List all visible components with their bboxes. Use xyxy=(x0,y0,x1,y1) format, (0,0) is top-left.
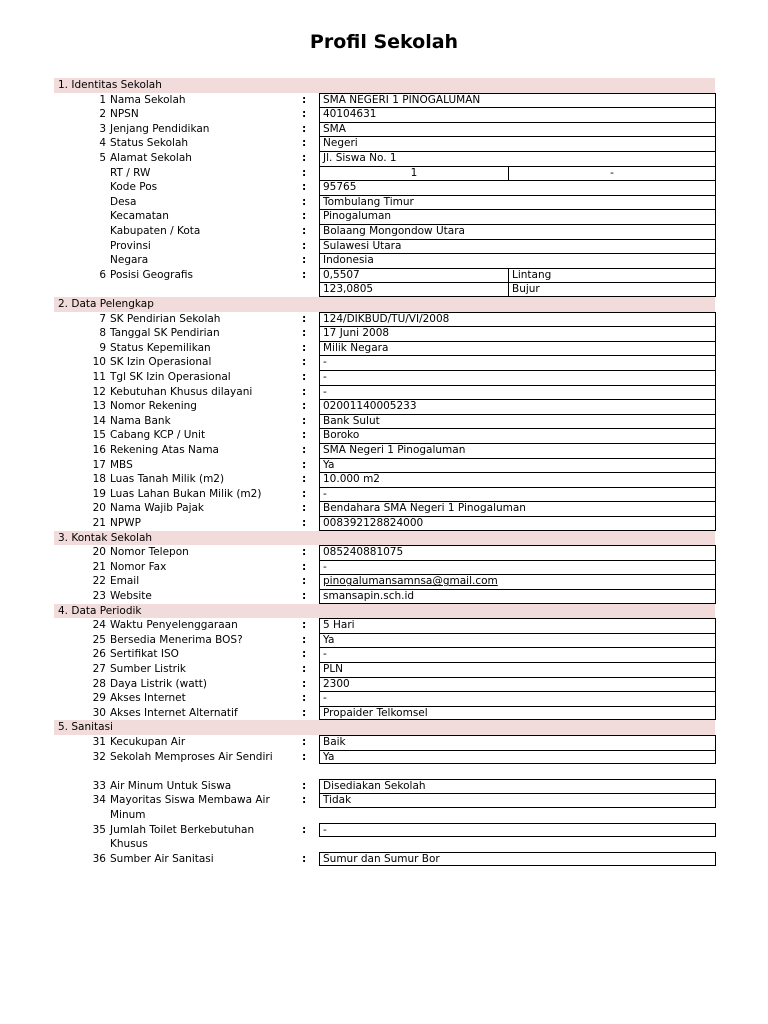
sanitasi-item-5-label: Sumber Air Sanitasi xyxy=(110,852,214,865)
section-kontak-sekolah-row xyxy=(0,531,768,546)
pelengkap-item-13-colon: : xyxy=(302,502,307,515)
pelengkap-item-7-row xyxy=(0,414,768,429)
pelengkap-item-11-number: 18 xyxy=(92,473,106,486)
field-lintang-number: 6 xyxy=(99,268,106,281)
pelengkap-item-14-label: NPWP xyxy=(110,517,141,529)
pelengkap-item-3-colon: : xyxy=(302,356,307,369)
pelengkap-item-9-value: SMA Negeri 1 Pinogaluman xyxy=(319,443,716,458)
field-alamat-colon: : xyxy=(302,152,307,164)
periodik-item-2-label: Sertifikat ISO xyxy=(110,648,179,661)
sanitasi-item-5-row xyxy=(0,852,768,867)
kontak-item-3-label: Website xyxy=(110,590,152,602)
field-lintang-value-left: 0,5507 xyxy=(320,269,509,283)
sanitasi-item-1-number: 32 xyxy=(92,750,106,763)
field-bujur-value-left: 123,0805 xyxy=(320,283,509,296)
sanitasi-item-1-label: Sekolah Memproses Air Sendiri xyxy=(110,750,273,763)
field-status-value: Negeri xyxy=(319,136,716,151)
sanitasi-item-2-value: Disediakan Sekolah xyxy=(319,779,716,794)
pelengkap-item-3-row xyxy=(0,355,768,370)
periodik-item-3-label: Sumber Listrik xyxy=(110,663,186,675)
pelengkap-item-5-colon: : xyxy=(302,385,307,398)
sanitasi-item-1-value: Ya xyxy=(319,750,716,765)
pelengkap-item-12-value: - xyxy=(319,487,716,502)
sanitasi-item-4-row xyxy=(0,823,768,851)
kontak-item-3-number: 23 xyxy=(92,590,106,602)
periodik-item-6-label: Akses Internet Alternatif xyxy=(110,706,238,719)
pelengkap-item-1-colon: : xyxy=(302,327,307,340)
kontak-item-0-colon: : xyxy=(302,546,307,559)
pelengkap-item-14-row xyxy=(0,516,768,531)
pelengkap-item-7-value: Bank Sulut xyxy=(319,414,716,429)
field-rt-rw-label: RT / RW xyxy=(110,166,151,179)
pelengkap-item-9-colon: : xyxy=(302,444,307,456)
field-jenjang-value: SMA xyxy=(319,122,716,137)
field-lintang-label: Posisi Geografis xyxy=(110,268,194,281)
section-sanitasi-row xyxy=(0,720,768,735)
pelengkap-item-11-value: 10.000 m2 xyxy=(319,472,716,487)
field-nama-value: SMA NEGERI 1 PINOGALUMAN xyxy=(319,93,716,108)
pelengkap-item-6-row xyxy=(0,399,768,414)
periodik-item-3-colon: : xyxy=(302,663,307,675)
sanitasi-item-2-row xyxy=(0,779,768,794)
pelengkap-item-1-label: Tanggal SK Pendirian xyxy=(110,327,220,340)
section-data-periodik-row xyxy=(0,604,768,619)
field-alamat-number: 5 xyxy=(99,152,106,164)
page-title: Profil Sekolah xyxy=(309,31,459,53)
sanitasi-item-4-label: Jumlah Toilet Berkebutuhan Khusus xyxy=(110,823,255,851)
pelengkap-item-11-label: Luas Tanah Milik (m2) xyxy=(110,473,225,486)
sanitasi-item-4-number: 35 xyxy=(92,823,106,836)
pelengkap-item-8-value: Boroko xyxy=(319,428,716,443)
field-desa-colon: : xyxy=(302,195,307,208)
periodik-item-0-row xyxy=(0,618,768,633)
periodik-item-6-row xyxy=(0,706,768,721)
kontak-item-0-label: Nomor Telepon xyxy=(110,546,189,559)
field-bujur-value-right: Bujur xyxy=(512,283,540,296)
pelengkap-item-6-label: Nomor Rekening xyxy=(110,400,197,413)
pelengkap-item-0-value: 124/DIKBUD/TU/VI/2008 xyxy=(319,312,716,327)
field-provinsi-colon: : xyxy=(302,239,307,252)
field-status-number: 4 xyxy=(99,137,106,150)
pelengkap-item-6-colon: : xyxy=(302,400,307,413)
pelengkap-item-12-label: Luas Lahan Bukan Milik (m2) xyxy=(110,487,262,500)
periodik-item-4-value: 2300 xyxy=(319,677,716,692)
pelengkap-item-10-value: Ya xyxy=(319,458,716,473)
field-jenjang-row xyxy=(0,122,768,137)
field-kodepos-row xyxy=(0,180,768,195)
field-status-label: Status Sekolah xyxy=(110,137,189,150)
periodik-item-1-label: Bersedia Menerima BOS? xyxy=(110,633,243,646)
pelengkap-item-6-number: 13 xyxy=(92,400,106,413)
pelengkap-item-6-value: 02001140005233 xyxy=(319,399,716,414)
pelengkap-item-13-row xyxy=(0,501,768,516)
field-kecamatan-row xyxy=(0,209,768,224)
section-identitas-sekolah: 1. Identitas Sekolah xyxy=(54,78,715,93)
periodik-item-2-number: 26 xyxy=(92,648,106,661)
field-alamat-label: Alamat Sekolah xyxy=(110,152,192,164)
field-nama-colon: : xyxy=(302,93,307,106)
pelengkap-item-5-label: Kebutuhan Khusus dilayani xyxy=(110,385,253,398)
periodik-item-5-row xyxy=(0,691,768,706)
pelengkap-item-2-number: 9 xyxy=(99,341,106,354)
field-rt-rw-value xyxy=(319,166,716,181)
kontak-item-2-row xyxy=(0,574,768,589)
field-provinsi-label: Provinsi xyxy=(110,239,151,252)
pelengkap-item-0-colon: : xyxy=(302,312,307,325)
pelengkap-item-7-colon: : xyxy=(302,414,307,427)
pelengkap-item-8-colon: : xyxy=(302,429,307,442)
field-kabupaten-colon: : xyxy=(302,225,307,237)
field-rt-rw-value-right: - xyxy=(610,166,614,179)
sanitasi-item-0-value: Baik xyxy=(319,735,716,750)
field-desa-value: Tombulang Timur xyxy=(319,195,716,210)
periodik-item-0-label: Waktu Penyelenggaraan xyxy=(110,619,238,632)
pelengkap-item-1-value: 17 Juni 2008 xyxy=(319,326,716,341)
sanitasi-item-1-row xyxy=(0,750,768,765)
field-kodepos-colon: : xyxy=(302,181,307,194)
sanitasi-item-3-row xyxy=(0,793,768,821)
field-npsn-row xyxy=(0,107,768,122)
kontak-item-1-number: 21 xyxy=(92,560,106,573)
periodik-item-1-colon: : xyxy=(302,633,307,646)
pelengkap-item-5-value: - xyxy=(319,385,716,400)
pelengkap-item-14-number: 21 xyxy=(92,517,106,529)
kontak-item-0-row xyxy=(0,545,768,560)
pelengkap-item-9-row xyxy=(0,443,768,458)
pelengkap-item-8-number: 15 xyxy=(92,429,106,442)
pelengkap-item-2-value: Milik Negara xyxy=(319,341,716,356)
field-kabupaten-row xyxy=(0,224,768,239)
pelengkap-item-13-value: Bendahara SMA Negeri 1 Pinogaluman xyxy=(319,501,716,516)
pelengkap-item-9-number: 16 xyxy=(92,444,106,456)
field-desa-row xyxy=(0,195,768,210)
field-rt-rw-row xyxy=(0,166,768,181)
field-kodepos-value: 95765 xyxy=(319,180,716,195)
pelengkap-item-10-colon: : xyxy=(302,458,307,471)
periodik-item-2-colon: : xyxy=(302,648,307,661)
field-alamat-value: Jl. Siswa No. 1 xyxy=(319,151,716,166)
periodik-item-2-value: - xyxy=(319,647,716,662)
field-lintang-row xyxy=(0,268,768,283)
periodik-item-3-number: 27 xyxy=(92,663,106,675)
field-negara-label: Negara xyxy=(110,254,149,267)
pelengkap-item-4-row xyxy=(0,370,768,385)
field-jenjang-label: Jenjang Pendidikan xyxy=(110,122,210,135)
field-kecamatan-label: Kecamatan xyxy=(110,210,169,223)
field-status-row xyxy=(0,136,768,151)
field-bujur-value xyxy=(319,282,716,297)
sanitasi-item-5-value: Sumur dan Sumur Bor xyxy=(319,852,716,867)
field-jenjang-number: 3 xyxy=(99,122,106,135)
pelengkap-item-14-colon: : xyxy=(302,517,307,529)
sanitasi-item-2-number: 33 xyxy=(92,779,106,792)
pelengkap-item-9-label: Rekening Atas Nama xyxy=(110,444,219,456)
periodik-item-1-row xyxy=(0,633,768,648)
field-kabupaten-value: Bolaang Mongondow Utara xyxy=(319,224,716,239)
pelengkap-item-8-row xyxy=(0,428,768,443)
field-lintang-value-right: Lintang xyxy=(512,268,552,281)
sanitasi-item-4-colon: : xyxy=(302,823,307,836)
sanitasi-item-3-number: 34 xyxy=(92,794,106,807)
field-rt-rw-colon: : xyxy=(302,166,307,179)
pelengkap-item-10-number: 17 xyxy=(92,458,106,471)
field-npsn-colon: : xyxy=(302,108,307,121)
periodik-item-4-label: Daya Listrik (watt) xyxy=(110,677,207,690)
section-data-pelengkap-row xyxy=(0,297,768,312)
field-npsn-number: 2 xyxy=(99,108,106,121)
periodik-item-5-label: Akses Internet xyxy=(110,692,186,705)
pelengkap-item-0-row xyxy=(0,312,768,327)
sanitasi-item-0-row xyxy=(0,735,768,750)
section-kontak-sekolah: 3. Kontak Sekolah xyxy=(54,531,715,546)
periodik-item-4-number: 28 xyxy=(92,677,106,690)
sanitasi-item-3-value: Tidak xyxy=(319,793,716,808)
periodik-item-5-value: - xyxy=(319,691,716,706)
section-data-periodik: 4. Data Periodik xyxy=(54,604,715,619)
sanitasi-item-0-label: Kecukupan Air xyxy=(110,736,186,748)
kontak-item-2-number: 22 xyxy=(92,575,106,588)
pelengkap-item-5-row xyxy=(0,385,768,400)
sanitasi-item-4-value: - xyxy=(319,823,716,838)
pelengkap-item-10-label: MBS xyxy=(110,458,133,471)
pelengkap-item-2-colon: : xyxy=(302,341,307,354)
field-rt-rw-value-left: 1 xyxy=(320,167,509,181)
periodik-item-4-colon: : xyxy=(302,677,307,690)
field-lintang-value xyxy=(319,268,716,283)
pelengkap-item-5-number: 12 xyxy=(92,385,106,398)
field-negara-colon: : xyxy=(302,254,307,267)
sanitasi-item-1-colon: : xyxy=(302,750,307,763)
periodik-item-1-number: 25 xyxy=(92,633,106,646)
pelengkap-item-8-label: Cabang KCP / Unit xyxy=(110,429,206,442)
pelengkap-item-1-row xyxy=(0,326,768,341)
sanitasi-item-2-label: Air Minum Untuk Siswa xyxy=(110,779,232,792)
field-lintang-colon: : xyxy=(302,268,307,281)
sanitasi-item-0-colon: : xyxy=(302,736,307,748)
periodik-item-6-number: 30 xyxy=(92,706,106,719)
kontak-item-2-colon: : xyxy=(302,575,307,588)
pelengkap-item-4-number: 11 xyxy=(92,371,106,383)
periodik-item-6-value: Propaider Telkomsel xyxy=(319,706,716,721)
kontak-item-2-label: Email xyxy=(110,575,140,588)
field-negara-row xyxy=(0,253,768,268)
field-provinsi-value: Sulawesi Utara xyxy=(319,239,716,254)
kontak-item-1-value: - xyxy=(319,560,716,575)
periodik-item-4-row xyxy=(0,677,768,692)
kontak-item-3-colon: : xyxy=(302,590,307,602)
kontak-item-3-value: smansapin.sch.id xyxy=(319,589,716,604)
field-nama-row xyxy=(0,93,768,108)
periodik-item-0-number: 24 xyxy=(92,619,106,632)
field-kecamatan-colon: : xyxy=(302,210,307,223)
field-kodepos-label: Kode Pos xyxy=(110,181,158,194)
pelengkap-item-12-colon: : xyxy=(302,487,307,500)
field-status-colon: : xyxy=(302,137,307,150)
periodik-item-2-row xyxy=(0,647,768,662)
sanitasi-item-2-colon: : xyxy=(302,779,307,792)
pelengkap-item-0-number: 7 xyxy=(99,312,106,325)
sanitasi-item-5-colon: : xyxy=(302,852,307,865)
field-bujur-row xyxy=(0,282,768,297)
pelengkap-item-4-value: - xyxy=(319,370,716,385)
field-alamat-row xyxy=(0,151,768,166)
pelengkap-item-2-label: Status Kepemilikan xyxy=(110,341,211,354)
periodik-item-5-colon: : xyxy=(302,692,307,705)
pelengkap-item-4-colon: : xyxy=(302,371,307,383)
pelengkap-item-0-label: SK Pendirian Sekolah xyxy=(110,312,221,325)
field-npsn-value: 40104631 xyxy=(319,107,716,122)
kontak-item-3-row xyxy=(0,589,768,604)
pelengkap-item-7-number: 14 xyxy=(92,414,106,427)
pelengkap-item-10-row xyxy=(0,458,768,473)
field-nama-number: 1 xyxy=(99,93,106,106)
field-nama-label: Nama Sekolah xyxy=(110,93,186,106)
sanitasi-item-3-label: Mayoritas Siswa Membawa Air Minum xyxy=(110,794,270,821)
pelengkap-item-12-number: 19 xyxy=(92,487,106,500)
pelengkap-item-12-row xyxy=(0,487,768,502)
pelengkap-item-4-label: Tgl SK Izin Operasional xyxy=(110,371,231,383)
kontak-item-1-row xyxy=(0,560,768,575)
section-sanitasi: 5. Sanitasi xyxy=(54,720,715,735)
pelengkap-item-3-number: 10 xyxy=(92,356,106,369)
pelengkap-item-7-label: Nama Bank xyxy=(110,414,171,427)
kontak-item-2-value: pinogalumansamnsa@gmail.com xyxy=(319,574,716,589)
kontak-item-0-number: 20 xyxy=(92,546,106,559)
sanitasi-item-3-colon: : xyxy=(302,794,307,807)
pelengkap-item-3-label: SK Izin Operasional xyxy=(110,356,212,369)
pelengkap-item-11-colon: : xyxy=(302,473,307,486)
kontak-item-1-label: Nomor Fax xyxy=(110,560,167,573)
pelengkap-item-2-row xyxy=(0,341,768,356)
field-provinsi-row xyxy=(0,239,768,254)
field-kabupaten-label: Kabupaten / Kota xyxy=(110,225,201,237)
periodik-item-3-value: PLN xyxy=(319,662,716,677)
sanitasi-item-0-number: 31 xyxy=(92,736,106,748)
periodik-item-1-value: Ya xyxy=(319,633,716,648)
periodik-item-3-row xyxy=(0,662,768,677)
sanitasi-item-5-number: 36 xyxy=(92,852,106,865)
pelengkap-item-13-label: Nama Wajib Pajak xyxy=(110,502,204,515)
periodik-item-5-number: 29 xyxy=(92,692,106,705)
kontak-item-0-value: 085240881075 xyxy=(319,545,716,560)
periodik-item-6-colon: : xyxy=(302,706,307,719)
pelengkap-item-11-row xyxy=(0,472,768,487)
field-desa-label: Desa xyxy=(110,195,137,208)
pelengkap-item-1-number: 8 xyxy=(99,327,106,340)
field-npsn-label: NPSN xyxy=(110,108,139,121)
pelengkap-item-13-number: 20 xyxy=(92,502,106,515)
periodik-item-0-value: 5 Hari xyxy=(319,618,716,633)
periodik-item-0-colon: : xyxy=(302,619,307,632)
pelengkap-item-14-value: 008392128824000 xyxy=(319,516,716,531)
pelengkap-item-3-value: - xyxy=(319,355,716,370)
section-identitas-sekolah-row xyxy=(0,78,768,93)
field-negara-value: Indonesia xyxy=(319,253,716,268)
kontak-item-1-colon: : xyxy=(302,560,307,573)
section-data-pelengkap: 2. Data Pelengkap xyxy=(54,297,715,312)
field-jenjang-colon: : xyxy=(302,122,307,135)
field-kecamatan-value: Pinogaluman xyxy=(319,209,716,224)
